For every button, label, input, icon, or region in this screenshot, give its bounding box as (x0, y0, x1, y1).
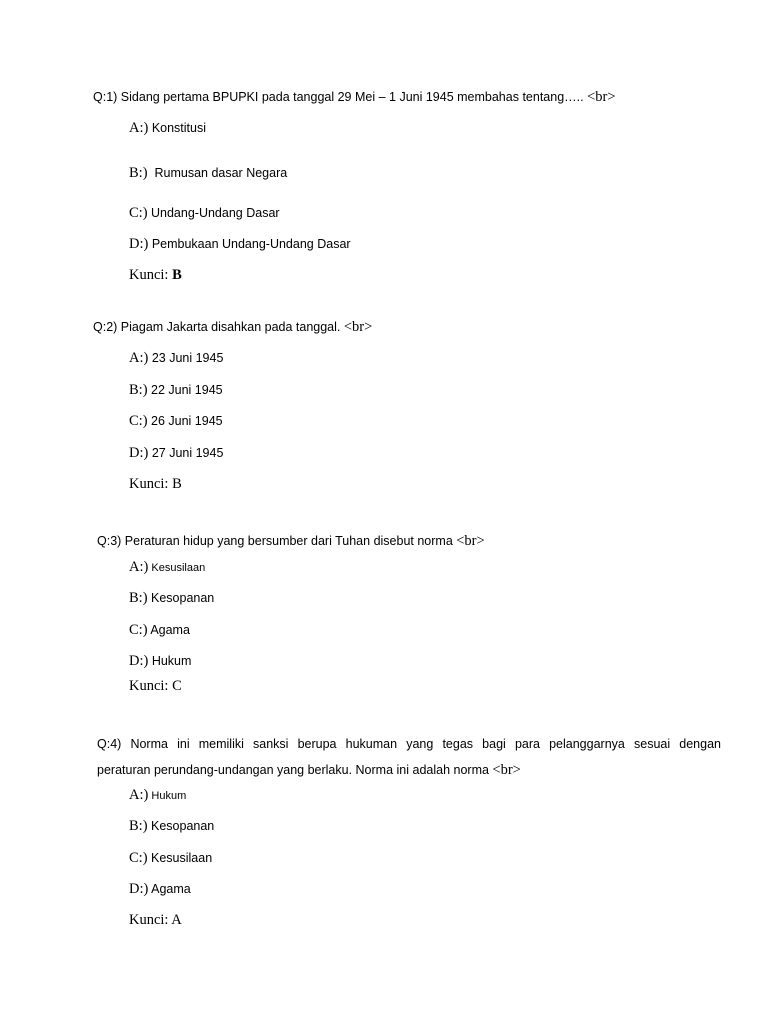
option-text: Hukum (148, 790, 187, 802)
question-1-option-d (129, 236, 351, 252)
question-2-text: Piagam Jakarta disahkan pada tanggal. (120, 320, 344, 334)
option-text: Undang-Undang Dasar (147, 206, 280, 220)
question-4-line-1 (97, 731, 721, 757)
question-4-text-line-1: Norma ini memiliki sanksi berupa hukuman yang tegas bagi para pelanggarnya sesuai dengan (130, 737, 721, 751)
option-letter: A:) (129, 350, 149, 366)
answer-key-label: Kunci: (129, 267, 173, 283)
question-2-option-d (129, 445, 223, 461)
question-1-option-b (129, 165, 287, 181)
question-4-option-a (129, 787, 186, 803)
question-2 (93, 320, 372, 335)
question-1 (93, 90, 616, 105)
question-3-br-tag: <br> (456, 533, 485, 549)
question-4 (97, 731, 721, 783)
option-letter: A:) (129, 787, 149, 803)
question-4-line-2 (97, 757, 721, 783)
question-2-option-c (129, 413, 223, 429)
question-4-text-line-2: peraturan perundang-undangan yang berlaku. Norma ini adalah norma (97, 763, 493, 777)
answer-key-value: C (172, 678, 182, 694)
answer-key-value: B (172, 476, 182, 492)
question-1-br-tag: <br> (587, 89, 616, 105)
question-3-option-d (129, 653, 191, 669)
question-3-option-a (129, 559, 205, 575)
answer-key-value: B (172, 267, 182, 283)
question-1-prefix: Q:1) (93, 90, 121, 104)
option-text: Pembukaan Undang-Undang Dasar (148, 237, 351, 251)
option-letter: A:) (129, 559, 149, 575)
option-text: Kesopanan (147, 591, 215, 605)
option-text: Rumusan dasar Negara (147, 166, 288, 180)
question-2-option-a (129, 350, 223, 366)
option-letter: B:) (129, 382, 148, 398)
option-text: Agama (148, 882, 191, 896)
question-2-prefix: Q:2) (93, 320, 121, 334)
option-text: 26 Juni 1945 (147, 414, 223, 428)
question-1-option-c (129, 205, 280, 221)
option-text: 22 Juni 1945 (147, 383, 223, 397)
option-text: Kesopanan (147, 819, 215, 833)
answer-key-value: A (171, 912, 182, 928)
option-letter: C:) (129, 850, 148, 866)
option-letter: B:) (129, 590, 148, 606)
question-2-br-tag: <br> (343, 319, 373, 335)
option-letter: D:) (129, 445, 149, 461)
question-3-prefix: Q:3) (97, 534, 125, 548)
question-4-answer-key (129, 913, 182, 928)
option-letter: A:) (129, 120, 149, 136)
option-text: 27 Juni 1945 (148, 446, 224, 460)
question-3-text: Peraturan hidup yang bersumber dari Tuhan disebut norma (124, 534, 457, 548)
question-1-answer-key (129, 268, 182, 283)
question-3 (97, 534, 485, 549)
option-letter: D:) (129, 653, 149, 669)
question-2-option-b (129, 382, 223, 398)
option-letter: C:) (129, 413, 148, 429)
answer-key-label: Kunci: (129, 476, 173, 492)
question-3-option-b (129, 590, 214, 606)
question-4-option-c (129, 850, 212, 866)
option-text: Konstitusi (148, 121, 207, 135)
option-text: Agama (147, 623, 190, 637)
question-4-prefix: Q:4) (97, 737, 131, 751)
answer-key-label: Kunci: (129, 678, 173, 694)
option-letter: C:) (129, 622, 148, 638)
question-3-option-c (129, 622, 190, 638)
answer-key-label: Kunci: (129, 912, 172, 928)
question-4-br-tag: <br> (492, 762, 521, 778)
option-letter: D:) (129, 236, 149, 252)
question-2-answer-key (129, 477, 182, 492)
option-letter: B:) (129, 165, 148, 181)
question-1-text: Sidang pertama BPUPKI pada tanggal 29 Mei – 1 Juni 1945 membahas tentang….. (120, 90, 588, 104)
question-3-answer-key (129, 679, 182, 694)
question-1-option-a (129, 120, 206, 136)
question-4-option-d (129, 881, 191, 897)
option-letter: B:) (129, 818, 148, 834)
option-text: Kesusilaan (148, 562, 206, 574)
option-text: Hukum (148, 654, 192, 668)
option-text: Kesusilaan (147, 851, 213, 865)
option-letter: D:) (129, 881, 149, 897)
option-letter: C:) (129, 205, 148, 221)
option-text: 23 Juni 1945 (148, 351, 224, 365)
question-4-option-b (129, 818, 214, 834)
